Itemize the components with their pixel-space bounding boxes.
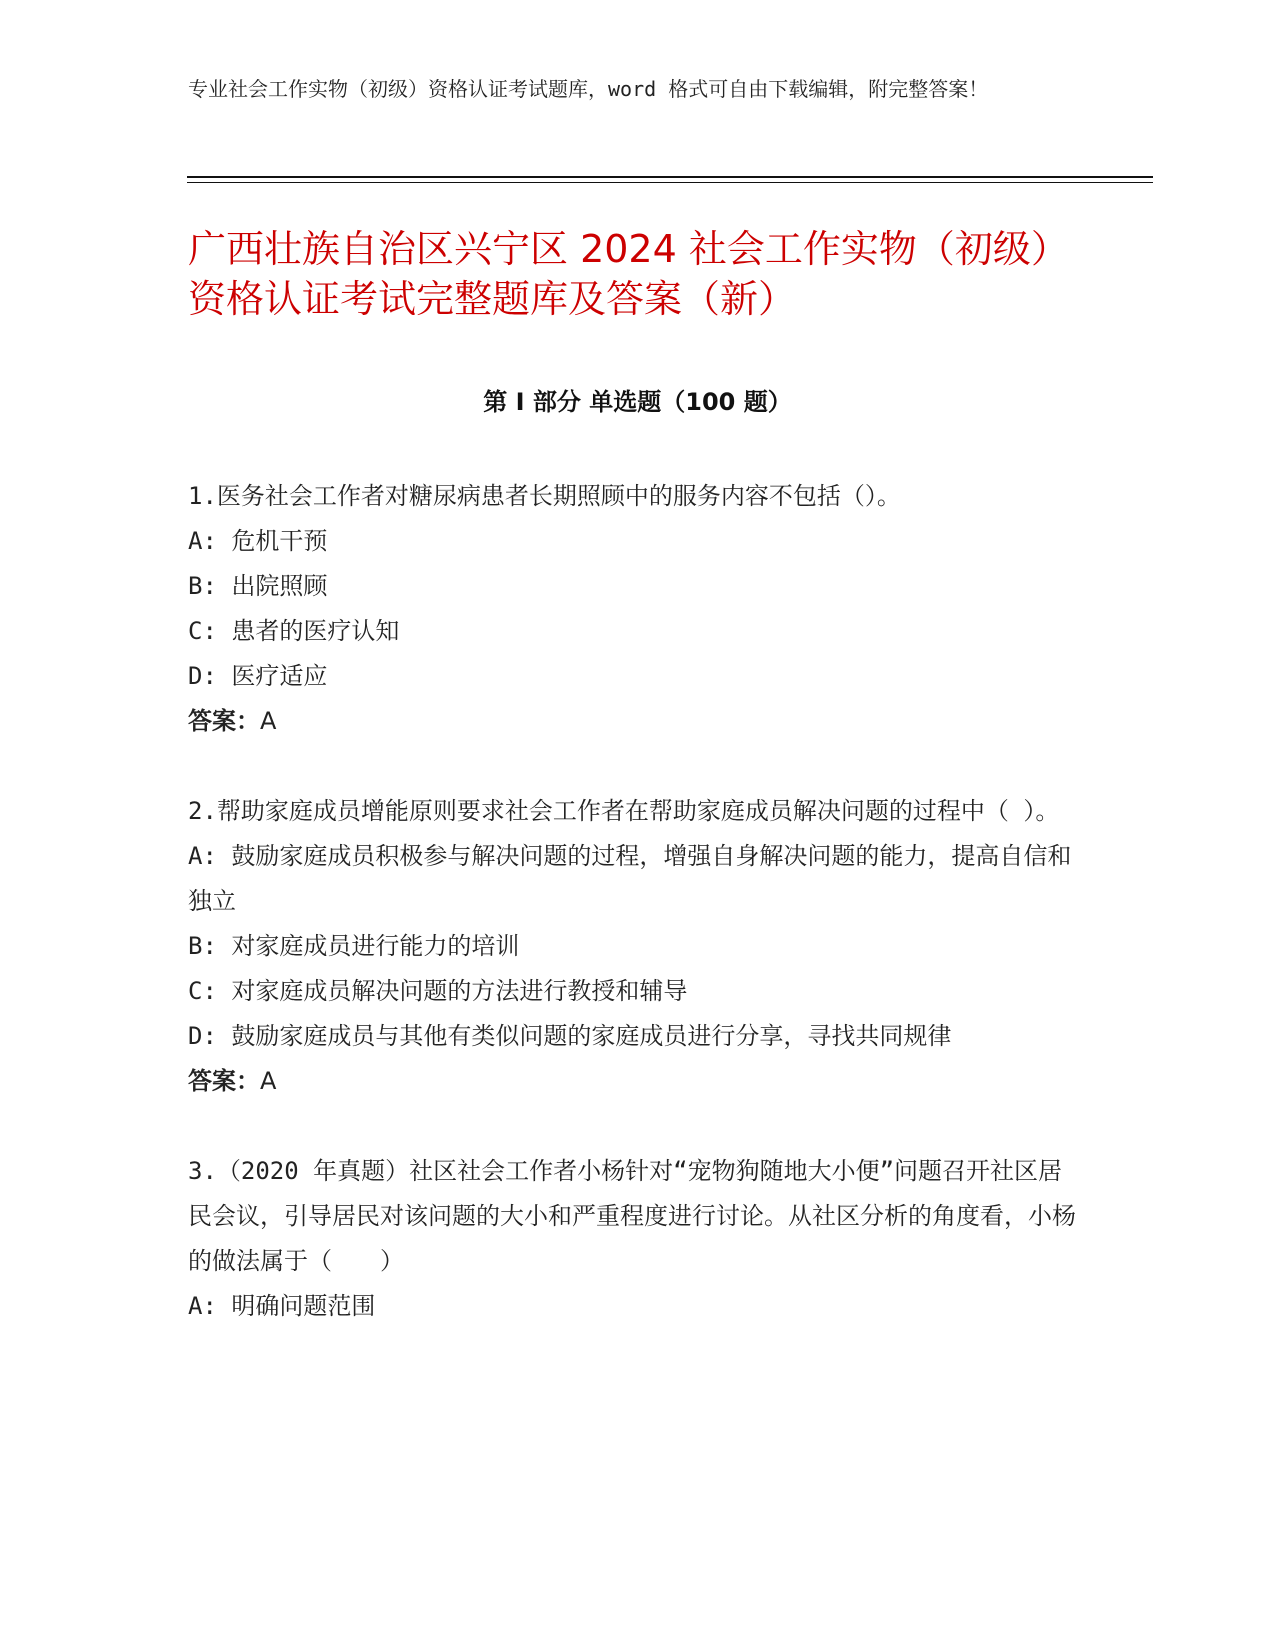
question-stem: 3.（2020 年真题）社区社会工作者小杨针对“宠物狗随地大小便”问题召开社区居民会议，引导居民对该问题的大小和严重程度进行讨论。从社区分析的角度看，小杨的做法属于（ ） [188, 1157, 1076, 1275]
option-c: C: 患者的医疗认知 [188, 617, 400, 645]
answer-label: 答案： [188, 707, 260, 735]
option-a: A: 明确问题范围 [188, 1292, 376, 1320]
question-list [188, 474, 1078, 1374]
option-d: D: 鼓励家庭成员与其他有类似问题的家庭成员进行分享，寻找共同规律 [188, 1022, 952, 1050]
answer-label: 答案： [188, 1067, 260, 1095]
option-d: D: 医疗适应 [188, 662, 328, 690]
option-b: B: 对家庭成员进行能力的培训 [188, 932, 520, 960]
question-1 [188, 474, 1078, 744]
question-2 [188, 789, 1078, 1104]
question-stem: 2.帮助家庭成员增能原则要求社会工作者在帮助家庭成员解决问题的过程中（ ）。 [188, 797, 1060, 825]
answer-value: A [260, 707, 277, 735]
header-rule-thick [187, 176, 1153, 178]
option-b: B: 出院照顾 [188, 572, 328, 600]
option-c: C: 对家庭成员解决问题的方法进行教授和辅导 [188, 977, 688, 1005]
answer-line [188, 699, 1078, 744]
answer-line [188, 1059, 1078, 1104]
option-a: A: 危机干预 [188, 527, 328, 555]
header-note: 专业社会工作实物（初级）资格认证考试题库，word 格式可自由下载编辑，附完整答案！ [188, 77, 989, 101]
section-heading: 第 I 部分 单选题（100 题） [483, 388, 792, 416]
question-stem: 1.医务社会工作者对糖尿病患者长期照顾中的服务内容不包括（）。 [188, 482, 901, 510]
header-rule-thin [187, 182, 1153, 183]
document-title: 广西壮族自治区兴宁区 2024 社会工作实物（初级）资格认证考试完整题库及答案（新） [188, 227, 1069, 321]
answer-value: A [260, 1067, 277, 1095]
option-a: A: 鼓励家庭成员积极参与解决问题的过程，增强自身解决问题的能力，提高自信和独立 [188, 842, 1072, 915]
question-3 [188, 1149, 1078, 1329]
